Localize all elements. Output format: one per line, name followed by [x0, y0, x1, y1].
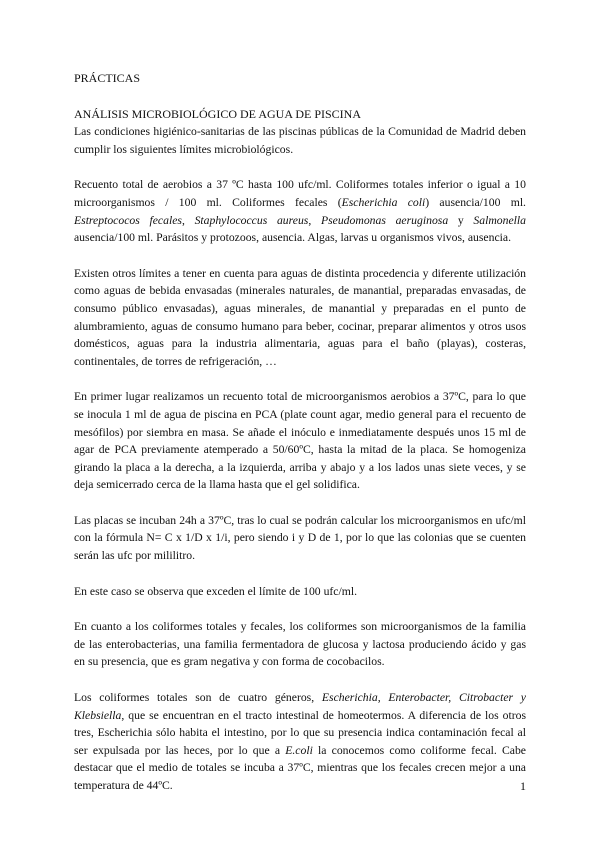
section-title: PRÁCTICAS [74, 71, 141, 85]
staph-name: Staphylococcus aureus [194, 213, 309, 227]
limits-text-f: ausencia/100 ml. Parásitos y protozoos, ausencia. Algas, larvas u organismos vivos, ausencia. [74, 231, 512, 245]
page-number: 1 [520, 779, 526, 793]
coliform-genera-paragraph [74, 689, 526, 795]
incubation-paragraph: Las placas se incuban 24h a 37ºC, tras lo cual se podrán calcular los microorganismos en ufc/ml con la fórmula N= C x 1/D x 1/i, pero siendo i y D de 1, por lo que las colonias que se cuenten serán las ufc por mililitro. [74, 513, 526, 563]
pseudomonas-name: Pseudomonas aeruginosa [320, 213, 449, 227]
limits-text-e: y [448, 213, 474, 227]
genera-text-b: , que se encuentran en el tracto intestinal de homeotermos. A diferencia de los otros tres, Escherichia sólo habita el intestino, por lo que su presencia indica contaminación fecal al ser expulsada por las heces, por lo que a [74, 708, 526, 757]
intro-paragraph: Las condiciones higiénico-sanitarias de las piscinas públicas de la Comunidad de Madrid deben cumplir los siguientes límites microbiológicos. [74, 125, 526, 156]
ecoli-short-name: E.coli [285, 743, 313, 757]
aerobic-count-paragraph: En primer lugar realizamos un recuento total de microorganismos aerobios a 37ºC, para lo que se inocula 1 ml de agua de piscina en PCA (plate count agar, medio general para el recuento de mesófilos) por siembra en masa. Se añade el inóculo e inmediatamente después unos 15 ml de agar de PCA previamente atemperado a 50/60ºC, hasta la mitad de la placa. Se homogeniza girando la placa a la derecha, a la izquierda, arriba y abajo y a los lados unas siete veces, y se deja semicerrado cerca de la llama hasta que el gel solidifica. [74, 390, 526, 492]
salmonella-name: Salmonella [473, 213, 527, 227]
spacer [74, 88, 526, 106]
genera-list: Escherichia, Enterobacter, Citrobacter y Klebsiella [74, 691, 526, 722]
limits-text-d: , [308, 213, 321, 227]
document-subtitle: ANÁLISIS MICROBIOLÓGICO DE AGUA DE PISCINA [74, 106, 362, 121]
other-limits-paragraph: Existen otros límites a tener en cuenta para aguas de distinta procedencia y diferente utilización como aguas de bebida envasadas (minerales naturales, de manantial, preparadas envasadas, de consumo público envasadas), aguas minerales, de manantial y preparadas en el punto de alumbramiento, aguas de consumo humano para beber, cocinar, preparar alimentos y otros usos domésticos, aguas para la industria alimentaria, aguas para el baño (playas), costeras, continentales, de torres de refrigeración, … [74, 266, 526, 368]
strep-name: Estreptococos fecales [74, 213, 182, 227]
document-body [74, 70, 526, 795]
ecoli-name: Escherichia coli [341, 195, 426, 209]
genera-text-c: la conocemos como coliforme fecal. Cabe destacar que el medio de totales se incuba a 37ºC, mientras que los fecales crecen mejor a una temperatura de 44ºC. [74, 743, 526, 792]
limits-text-a: Recuento total de aerobios a 37 ºC hasta 100 ufc/ml. Coliformes totales inferior o igual a 10 microorganismos / 100 ml. Coliformes fecales ( [74, 178, 526, 209]
limits-text-c: , [181, 213, 195, 227]
limits-paragraph [74, 176, 526, 246]
result-paragraph: En este caso se observa que exceden el límite de 100 ufc/ml. [74, 584, 357, 598]
limits-text-b: ) ausencia/100 ml. [425, 195, 526, 209]
coliforms-paragraph: En cuanto a los coliformes totales y fecales, los coliformes son microorganismos de la familia de las enterobacterias, una familia fermentadora de glucosa y lactosa produciendo ácido y gas en su presencia, que es gram negativa y con forma de cocobacilos. [74, 620, 526, 669]
genera-text-a: Los coliformes totales son de cuatro géneros, [74, 691, 322, 705]
